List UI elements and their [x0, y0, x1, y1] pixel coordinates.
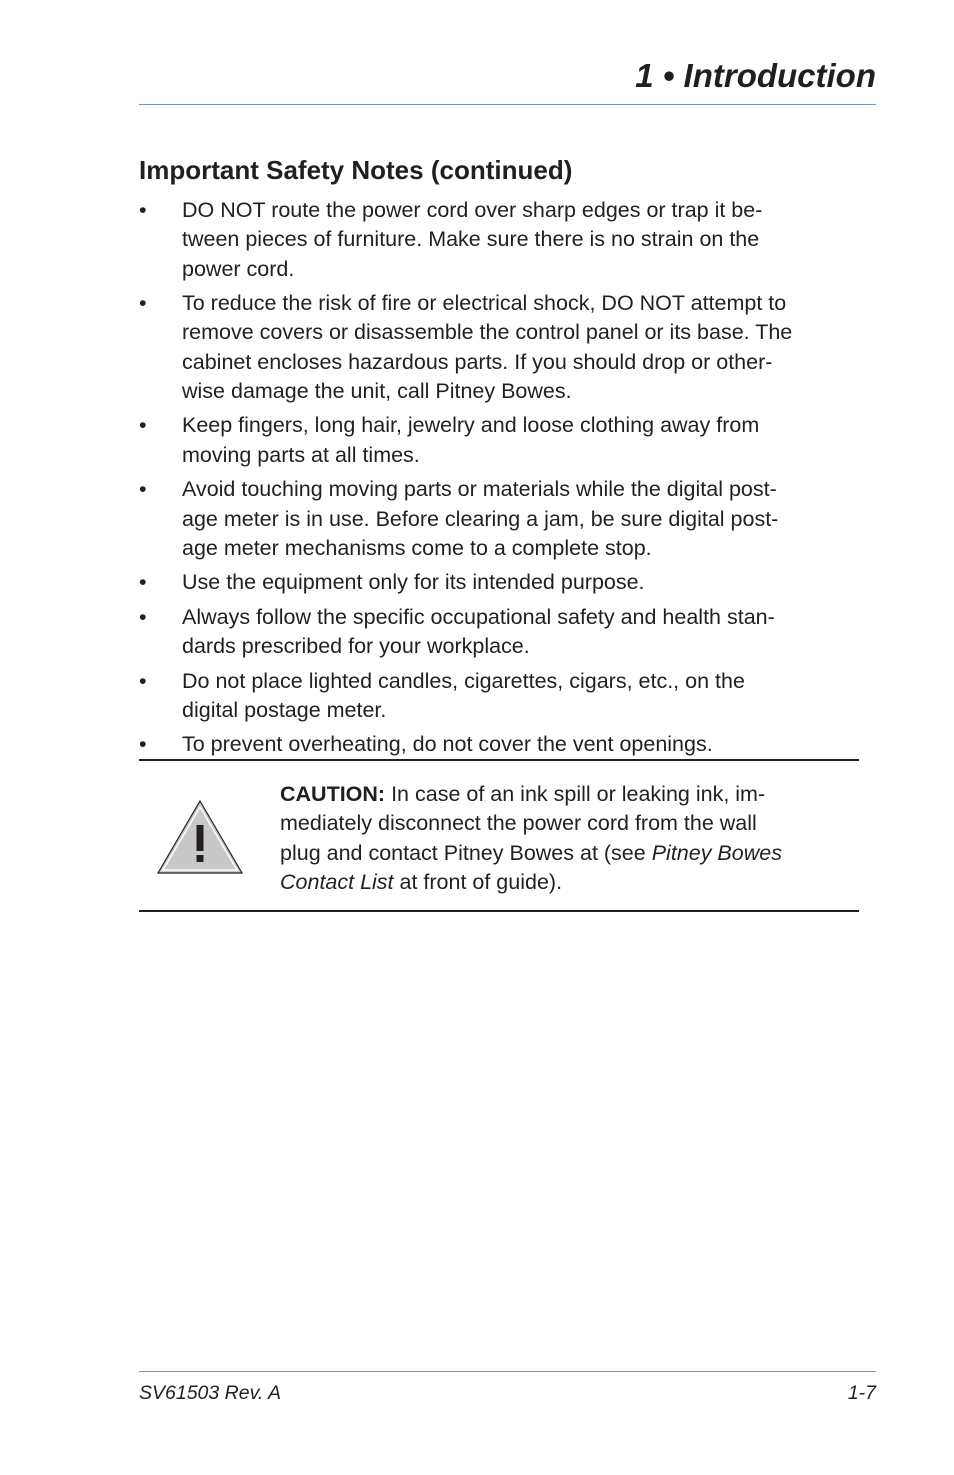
caution-line-4	[280, 868, 860, 897]
bullet-line: age meter mechanisms come to a complete stop.	[182, 535, 652, 560]
bullet-line: Always follow the specific occupational safety and health stan-	[182, 604, 775, 629]
bullet-line: dards prescribed for your workplace.	[182, 634, 530, 659]
bullet-text	[182, 289, 879, 406]
bullet-line: moving parts at all times.	[182, 442, 420, 467]
warning-triangle-icon	[155, 797, 245, 877]
bullet-marker: •	[139, 291, 147, 316]
caution-line-1	[280, 780, 860, 809]
bullet-marker: •	[139, 732, 147, 757]
bullet-marker: •	[139, 413, 147, 438]
bullet-marker: •	[139, 570, 147, 595]
list-item	[139, 475, 879, 563]
bullet-line: To prevent overheating, do not cover the vent openings.	[182, 732, 713, 757]
document-id: SV61503 Rev. A	[139, 1382, 282, 1404]
contact-list-reference-cont: Contact List	[280, 869, 394, 894]
list-item	[139, 196, 879, 284]
bullet-text	[182, 411, 879, 470]
bullet-text	[182, 667, 879, 726]
bullet-text	[182, 568, 879, 597]
caution-text-4: at front of guide).	[393, 869, 563, 894]
list-item	[139, 289, 879, 406]
caution-bottom-divider	[139, 910, 859, 912]
bullet-text	[182, 730, 879, 759]
bullet-line: To reduce the risk of fire or electrical shock, DO NOT attempt to	[182, 291, 787, 316]
bullet-line: wise damage the unit, call Pitney Bowes.	[182, 378, 572, 403]
safety-notes-list	[139, 196, 879, 765]
list-item	[139, 568, 879, 597]
list-item	[139, 411, 879, 470]
header-divider	[139, 104, 876, 105]
list-item	[139, 603, 879, 662]
bullet-line: digital postage meter.	[182, 697, 387, 722]
bullet-marker: •	[139, 668, 147, 693]
bullet-text	[182, 475, 879, 563]
list-item	[139, 730, 879, 759]
bullet-line: remove covers or disassemble the control panel or its base. The	[182, 320, 793, 345]
bullet-marker: •	[139, 604, 147, 629]
list-item	[139, 667, 879, 726]
caution-text-3: plug and contact Pitney Bowes at (see	[280, 840, 652, 865]
caution-top-divider	[139, 759, 859, 761]
bullet-line: Use the equipment only for its intended purpose.	[182, 570, 645, 595]
bullet-line: power cord.	[182, 256, 295, 281]
bullet-line: cabinet encloses hazardous parts. If you should drop or other-	[182, 349, 773, 374]
contact-list-reference: Pitney Bowes	[651, 840, 782, 865]
bullet-line: tween pieces of furniture. Make sure there is no strain on the	[182, 227, 760, 252]
page-number: 1-7	[847, 1382, 876, 1404]
caution-text-1: In case of an ink spill or leaking ink, im-	[385, 782, 766, 806]
caution-label: CAUTION:	[280, 782, 386, 806]
bullet-text	[182, 196, 879, 284]
chapter-title: 1 • Introduction	[635, 57, 876, 94]
bullet-marker: •	[139, 477, 147, 502]
section-heading: Important Safety Notes (continued)	[139, 155, 573, 185]
bullet-text	[182, 603, 879, 662]
caution-note	[280, 780, 860, 897]
bullet-marker: •	[139, 198, 147, 222]
bullet-line: Avoid touching moving parts or materials while the digital post-	[182, 477, 777, 502]
bullet-line: Do not place lighted candles, cigarettes, cigars, etc., on the	[182, 668, 745, 693]
bullet-line: Keep fingers, long hair, jewelry and loose clothing away from	[182, 413, 760, 438]
bullet-line: age meter is in use. Before clearing a jam, be sure digital post-	[182, 506, 779, 531]
caution-line-3	[280, 839, 860, 868]
footer-divider	[139, 1371, 876, 1372]
bullet-line: DO NOT route the power cord over sharp edges or trap it be-	[182, 198, 763, 222]
caution-line-2: mediately disconnect the power cord from the wall	[280, 811, 757, 836]
